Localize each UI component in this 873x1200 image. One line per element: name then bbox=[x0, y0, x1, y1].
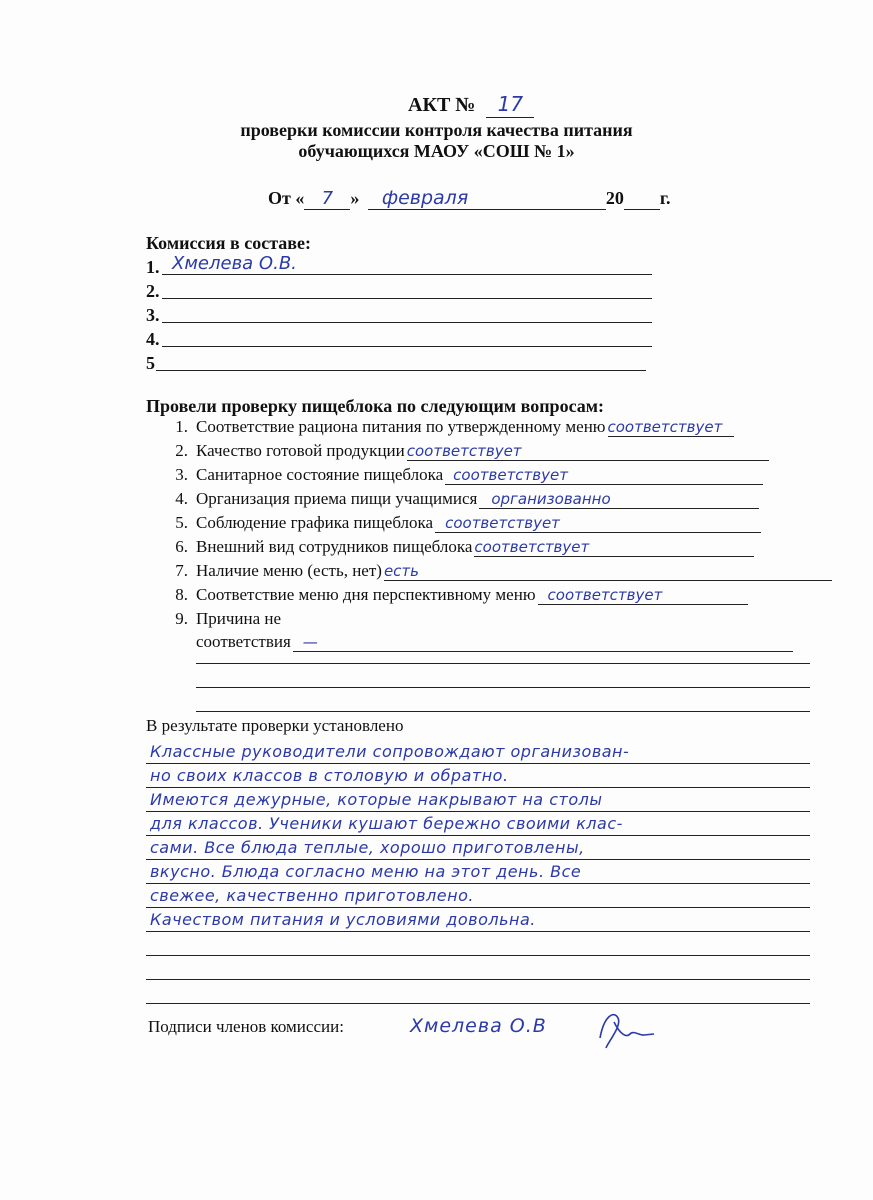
result-line-2 bbox=[146, 787, 810, 788]
member-name-1: Хмелева О.В. bbox=[172, 253, 297, 274]
date-day-field bbox=[304, 188, 350, 210]
check-item-6: 6. Внешний вид сотрудников пищеблока соответствует bbox=[166, 537, 754, 557]
date-line bbox=[268, 187, 671, 210]
result-line-1 bbox=[146, 763, 810, 764]
result-line-3 bbox=[146, 811, 810, 812]
check-answer-1: соответствует bbox=[608, 418, 734, 437]
act-label: АКТ № bbox=[408, 94, 476, 116]
check-item-9-cont: соответствия — bbox=[196, 632, 793, 652]
date-year-suffix: г. bbox=[659, 188, 671, 208]
check-answer-2: соответствует bbox=[407, 442, 769, 461]
date-year-field bbox=[624, 188, 660, 210]
result-line-9 bbox=[146, 955, 810, 956]
member-line-2 bbox=[162, 298, 652, 299]
handwritten-signature bbox=[596, 1008, 658, 1052]
member-line-3 bbox=[162, 322, 652, 323]
member-line-5 bbox=[156, 370, 646, 371]
check-answer-9: — bbox=[293, 633, 793, 652]
result-text-1: Классные руководители сопровождают организован- bbox=[150, 742, 630, 761]
subtitle-line-1: проверки комиссии контроля качества питания bbox=[240, 120, 633, 140]
member-num-4: 4. bbox=[146, 329, 160, 349]
result-text-6: вкусно. Блюда согласно меню на этот день. Все bbox=[150, 862, 582, 881]
result-line-4 bbox=[146, 835, 810, 836]
check-item-9: 9. Причина не bbox=[175, 609, 282, 628]
reason-line-2 bbox=[196, 663, 810, 664]
reason-line-4 bbox=[196, 711, 810, 712]
act-number-field bbox=[486, 92, 534, 118]
result-line-11 bbox=[146, 1003, 810, 1004]
signatures-label: Подписи членов комиссии: bbox=[148, 1017, 344, 1036]
result-line-10 bbox=[146, 979, 810, 980]
result-text-2: но своих классов в столовую и обратно. bbox=[150, 766, 509, 785]
check-item-3: 3. Санитарное состояние пищеблока соответствует bbox=[166, 465, 763, 485]
check-answer-6: соответствует bbox=[474, 538, 754, 557]
date-month: февраля bbox=[381, 187, 469, 209]
subtitle-line-2: обучающихся МАОУ «СОШ № 1» bbox=[298, 141, 575, 161]
check-answer-8: соответствует bbox=[538, 586, 748, 605]
check-item-2: 2. Качество готовой продукции соответствует bbox=[166, 441, 769, 461]
result-text-4: для классов. Ученики кушают бережно своими клас- bbox=[150, 814, 623, 833]
check-answer-3: соответствует bbox=[445, 466, 763, 485]
date-mid: » bbox=[350, 188, 360, 208]
reason-line-3 bbox=[196, 687, 810, 688]
member-line-1 bbox=[162, 274, 652, 275]
member-num-5: 5 bbox=[146, 353, 155, 373]
check-item-7: 7. Наличие меню (есть, нет) есть bbox=[166, 561, 832, 581]
date-year-prefix: 20 bbox=[605, 188, 624, 208]
check-answer-4: организованно bbox=[479, 490, 759, 509]
check-answer-7: есть bbox=[384, 562, 832, 581]
check-item-8: 8. Соответствие меню дня перспективному меню соответствует bbox=[166, 585, 748, 605]
date-day: 7 bbox=[321, 188, 334, 209]
result-text-8: Качеством питания и условиями довольна. bbox=[150, 910, 536, 929]
check-item-4: 4. Организация приема пищи учащимися организованно bbox=[166, 489, 759, 509]
member-num-1: 1. bbox=[146, 257, 160, 277]
check-answer-5: соответствует bbox=[435, 514, 761, 533]
result-text-7: свежее, качественно приготовлено. bbox=[150, 886, 474, 905]
date-month-field bbox=[368, 187, 606, 210]
member-num-2: 2. bbox=[146, 281, 160, 301]
result-heading: В результате проверки установлено bbox=[146, 716, 404, 735]
result-line-5 bbox=[146, 859, 810, 860]
result-text-3: Имеются дежурные, которые накрывают на столы bbox=[150, 790, 603, 809]
date-prefix: От « bbox=[268, 188, 305, 208]
commission-heading: Комиссия в составе: bbox=[146, 233, 311, 253]
act-title bbox=[408, 92, 534, 118]
result-line-6 bbox=[146, 883, 810, 884]
member-num-3: 3. bbox=[146, 305, 160, 325]
signature-name: Хмелева О.В bbox=[410, 1015, 547, 1037]
act-number: 17 bbox=[497, 92, 524, 116]
check-item-1: 1. Соответствие рациона питания по утвержденному меню соответствует bbox=[166, 417, 734, 437]
check-item-5: 5. Соблюдение графика пищеблока соответствует bbox=[166, 513, 761, 533]
check-heading: Провели проверку пищеблока по следующим вопросам: bbox=[146, 396, 605, 416]
result-line-7 bbox=[146, 907, 810, 908]
result-text-5: сами. Все блюда теплые, хорошо приготовлены, bbox=[150, 838, 585, 857]
member-line-4 bbox=[162, 346, 652, 347]
result-line-8 bbox=[146, 931, 810, 932]
